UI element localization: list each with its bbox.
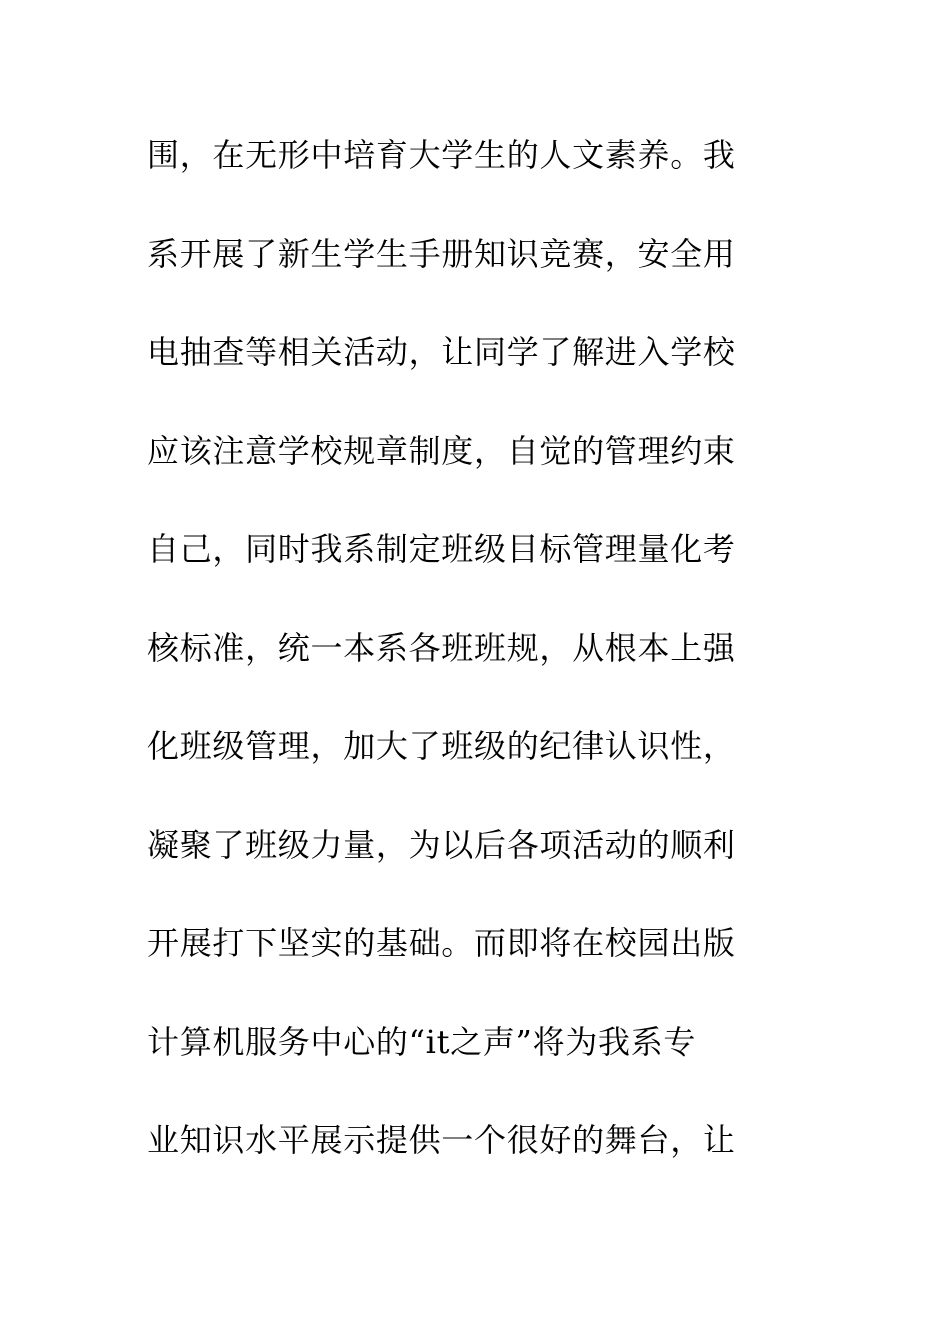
text-line: 电抽查等相关活动，让同学了解进入学校 xyxy=(147,333,736,371)
text-line: 计算机服务中心的“it之声”将为我系专 xyxy=(147,1022,697,1061)
text-line: 核标准，统一本系各班班规，从根本上强 xyxy=(147,628,736,667)
text-line: 业知识水平展示提供一个很好的舞台，让 xyxy=(147,1121,736,1159)
text-line: 开展打下坚实的基础。而即将在校园出版 xyxy=(147,924,736,962)
text-line: 系开展了新生学生手册知识竞赛，安全用 xyxy=(147,234,736,273)
text-line: 围，在无形中培育大学生的人文素养。我 xyxy=(147,136,736,174)
text-line: 应该注意学校规章制度，自觉的管理约束 xyxy=(147,431,736,470)
body-text xyxy=(147,125,807,1209)
text-line: 化班级管理，加大了班级的纪律认识性， xyxy=(147,727,736,765)
text-line: 凝聚了班级力量，为以后各项活动的顺利 xyxy=(147,825,736,864)
text-line: 自己，同时我系制定班级目标管理量化考 xyxy=(147,530,736,568)
